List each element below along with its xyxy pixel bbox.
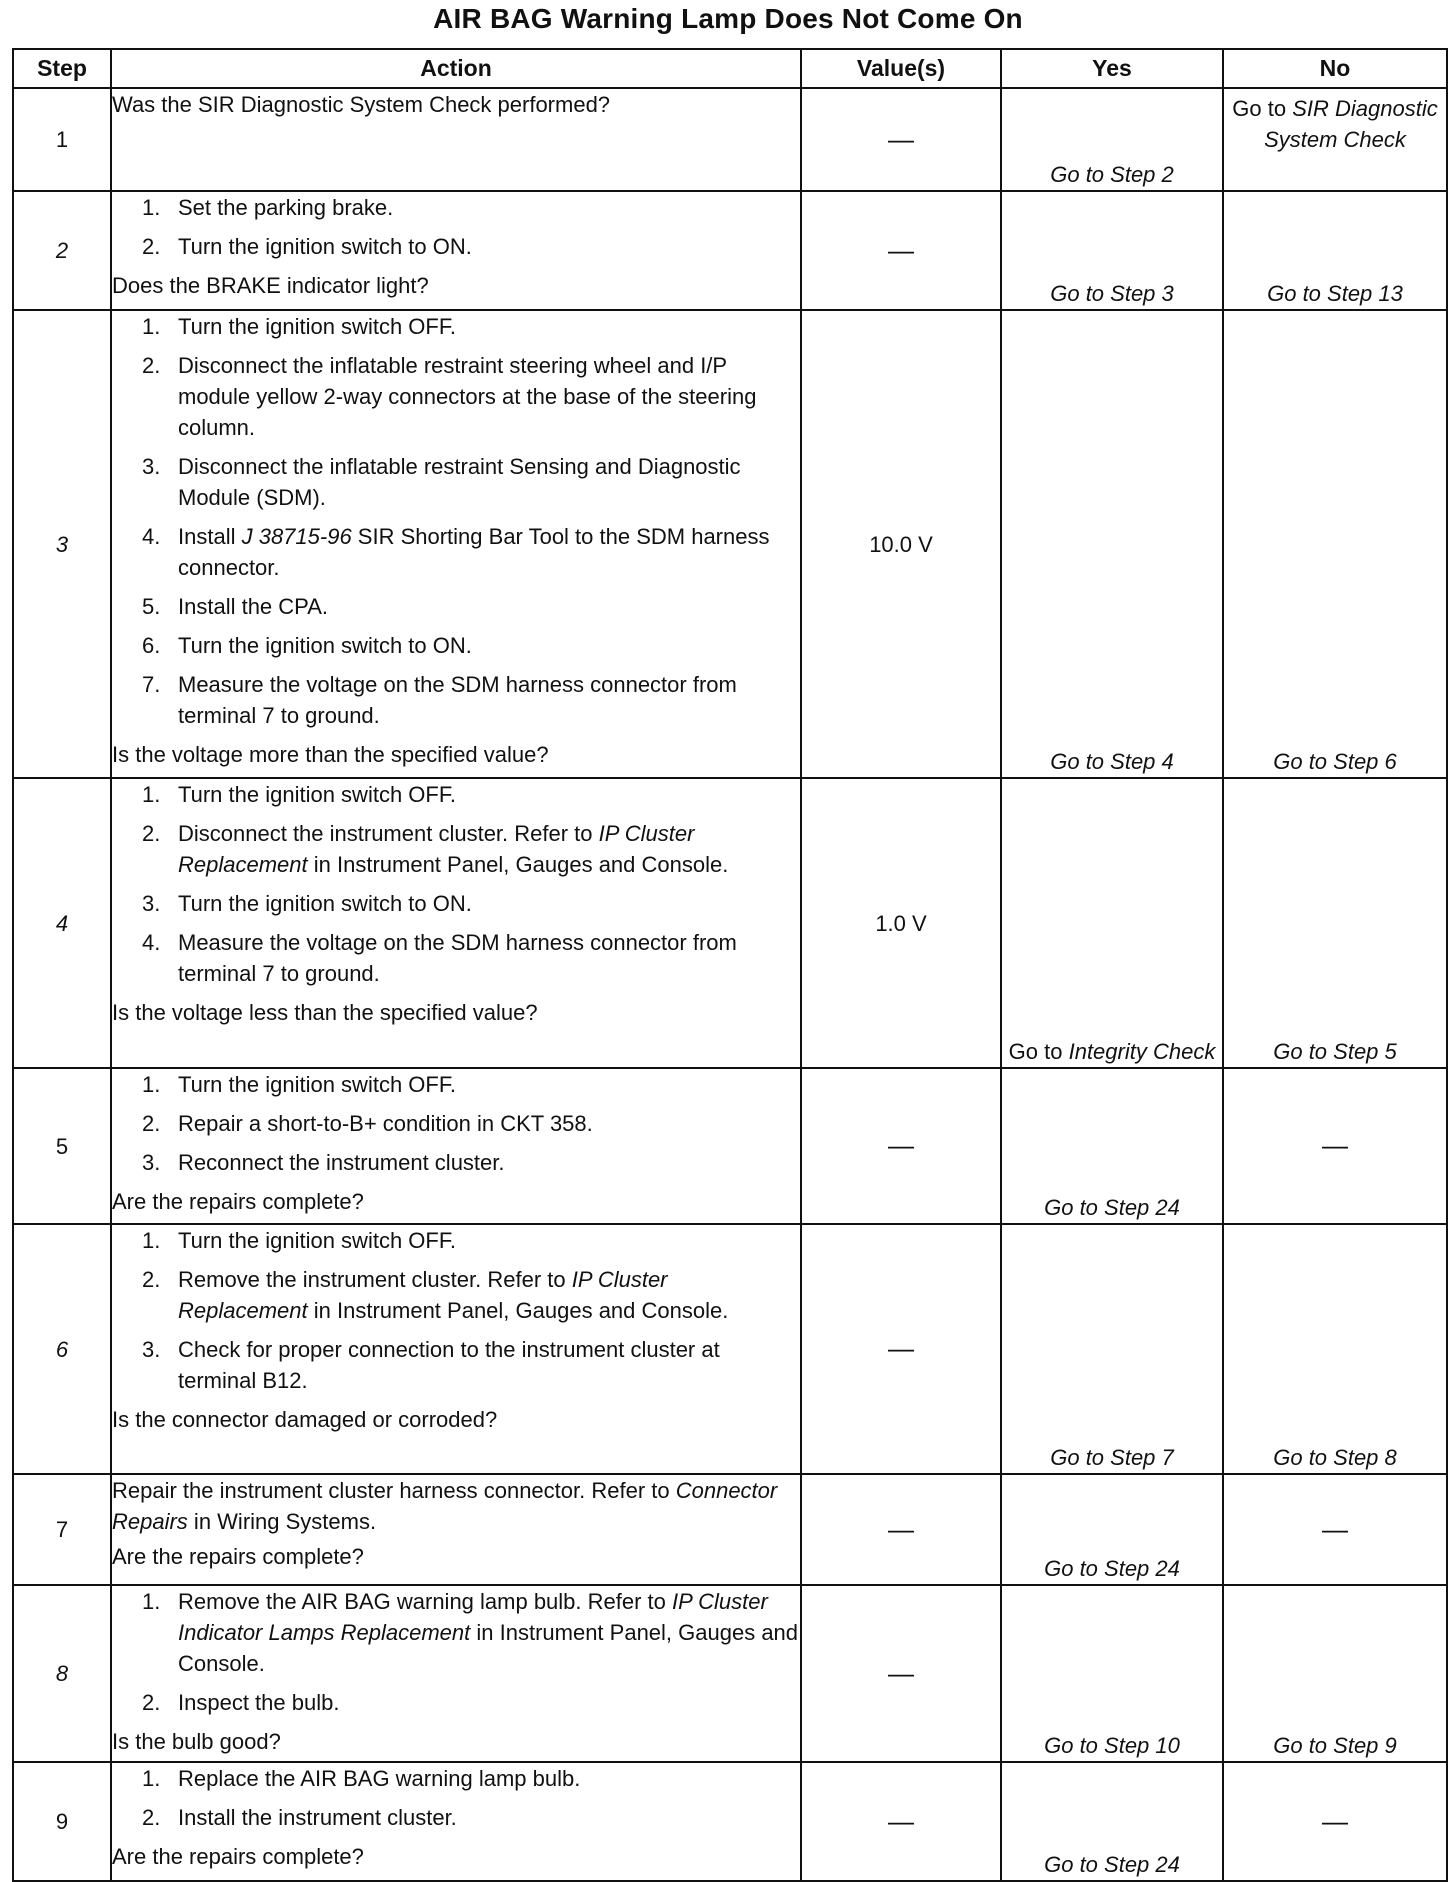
list-item: 1. Set the parking brake. bbox=[142, 195, 394, 220]
no-cell: Go to Step 13 bbox=[1223, 191, 1447, 310]
no-cell: — bbox=[1223, 1474, 1447, 1585]
list-item: 2. Disconnect the inflatable restraint steering wheel and I/P module yellow 2-way connectors at the base of the steering column. bbox=[142, 353, 757, 440]
table-row bbox=[13, 310, 1447, 778]
step-number: 3 bbox=[13, 310, 111, 778]
list-item: 2. Repair a short-to-B+ condition in CKT 358. bbox=[142, 1111, 593, 1136]
table-row bbox=[13, 1762, 1447, 1881]
no-cell: Go to Step 8 bbox=[1223, 1224, 1447, 1474]
yes-cell: Go to Step 4 bbox=[1001, 310, 1223, 778]
value-cell: — bbox=[801, 88, 1001, 191]
list-item: 1. Turn the ignition switch OFF. bbox=[142, 1228, 456, 1253]
action-question: Are the repairs complete? bbox=[112, 1844, 364, 1869]
step-number: 5 bbox=[13, 1068, 111, 1224]
no-cell: Go to Step 5 bbox=[1223, 778, 1447, 1068]
action-cell bbox=[111, 191, 801, 310]
list-item: 3. Disconnect the inflatable restraint Sensing and Diagnostic Module (SDM). bbox=[142, 454, 741, 510]
action-question: Are the repairs complete? bbox=[112, 1189, 364, 1214]
no-cell: Go to Step 6 bbox=[1223, 310, 1447, 778]
action-cell bbox=[111, 1762, 801, 1881]
value-cell: — bbox=[801, 1068, 1001, 1224]
step-number: 6 bbox=[13, 1224, 111, 1474]
action-question: Is the connector damaged or corroded? bbox=[112, 1407, 498, 1432]
list-item: 1. Replace the AIR BAG warning lamp bulb. bbox=[142, 1766, 581, 1791]
action-text: Was the SIR Diagnostic System Check performed? bbox=[112, 92, 611, 117]
list-item: 1. Turn the ignition switch OFF. bbox=[142, 782, 456, 807]
value-cell: — bbox=[801, 1474, 1001, 1585]
header-values: Value(s) bbox=[801, 49, 1001, 88]
action-cell bbox=[111, 88, 801, 191]
no-cell: — bbox=[1223, 1762, 1447, 1881]
header-step: Step bbox=[13, 49, 111, 88]
list-item: 6. Turn the ignition switch to ON. bbox=[142, 633, 472, 658]
list-item: 2. Remove the instrument cluster. Refer to IP Cluster Replacement in Instrument Panel, Gauges and Console. bbox=[142, 1267, 729, 1323]
table-row bbox=[13, 88, 1447, 191]
step-number: 4 bbox=[13, 778, 111, 1068]
action-text: Repair the instrument cluster harness connector. Refer to Connector Repairs in Wiring Systems. bbox=[112, 1478, 778, 1534]
no-cell: Go to Step 9 bbox=[1223, 1585, 1447, 1762]
list-item: 1. Remove the AIR BAG warning lamp bulb. Refer to IP Cluster Indicator Lamps Replacement in Instrument Panel, Gauges and Console. bbox=[142, 1589, 799, 1676]
list-item: 7. Measure the voltage on the SDM harness connector from terminal 7 to ground. bbox=[142, 672, 737, 728]
action-question: Is the voltage less than the specified value? bbox=[112, 1000, 538, 1025]
step-number: 1 bbox=[13, 88, 111, 191]
value-cell: — bbox=[801, 1224, 1001, 1474]
table-row bbox=[13, 1068, 1447, 1224]
no-cell: — bbox=[1223, 1068, 1447, 1224]
header-row bbox=[13, 49, 1447, 88]
action-cell bbox=[111, 1474, 801, 1585]
action-cell bbox=[111, 310, 801, 778]
page-title: AIR BAG Warning Lamp Does Not Come On bbox=[433, 3, 1023, 34]
list-item: 5. Install the CPA. bbox=[142, 594, 328, 619]
list-item: 2. Turn the ignition switch to ON. bbox=[142, 234, 472, 259]
table-row bbox=[13, 191, 1447, 310]
yes-link-text: Integrity Check bbox=[1068, 1039, 1216, 1064]
step-number: 9 bbox=[13, 1762, 111, 1881]
no-link-text: SIR Diagnostic System Check bbox=[1264, 96, 1438, 152]
value-cell: — bbox=[801, 191, 1001, 310]
value-cell: — bbox=[801, 1762, 1001, 1881]
table-row bbox=[13, 778, 1447, 1068]
action-question: Are the repairs complete? bbox=[112, 1544, 364, 1569]
value-cell: — bbox=[801, 1585, 1001, 1762]
action-cell bbox=[111, 1068, 801, 1224]
yes-cell: Go to Step 24 bbox=[1001, 1762, 1223, 1881]
table-row bbox=[13, 1224, 1447, 1474]
list-item: 2. Disconnect the instrument cluster. Refer to IP Cluster Replacement in Instrument Panel, Gauges and Console. bbox=[142, 821, 729, 877]
action-question: Is the bulb good? bbox=[112, 1729, 281, 1754]
list-item: 1. Turn the ignition switch OFF. bbox=[142, 1072, 456, 1097]
diagnostic-table bbox=[12, 48, 1448, 1882]
step-number: 2 bbox=[13, 191, 111, 310]
step-number: 8 bbox=[13, 1585, 111, 1762]
list-item: 3. Reconnect the instrument cluster. bbox=[142, 1150, 505, 1175]
yes-cell: Go to Step 2 bbox=[1001, 88, 1223, 191]
header-yes: Yes bbox=[1001, 49, 1223, 88]
list-item: 3. Turn the ignition switch to ON. bbox=[142, 891, 472, 916]
yes-cell: Go to Step 7 bbox=[1001, 1224, 1223, 1474]
action-question: Is the voltage more than the specified value? bbox=[112, 742, 549, 767]
yes-cell: Go to Integrity Check bbox=[1001, 778, 1223, 1068]
list-item: 3. Check for proper connection to the instrument cluster at terminal B12. bbox=[142, 1337, 720, 1393]
yes-cell: Go to Step 10 bbox=[1001, 1585, 1223, 1762]
header-action: Action bbox=[111, 49, 801, 88]
action-cell bbox=[111, 778, 801, 1068]
yes-cell: Go to Step 24 bbox=[1001, 1474, 1223, 1585]
table-row bbox=[13, 1585, 1447, 1762]
list-item: 4. Measure the voltage on the SDM harness connector from terminal 7 to ground. bbox=[142, 930, 737, 986]
yes-cell: Go to Step 24 bbox=[1001, 1068, 1223, 1224]
action-question: Does the BRAKE indicator light? bbox=[112, 273, 429, 298]
yes-cell: Go to Step 3 bbox=[1001, 191, 1223, 310]
table-row bbox=[13, 1474, 1447, 1585]
no-cell: Go to SIR Diagnostic System Check bbox=[1223, 88, 1447, 191]
action-cell bbox=[111, 1224, 801, 1474]
list-item: 2. Inspect the bulb. bbox=[142, 1690, 340, 1715]
list-item: 2. Install the instrument cluster. bbox=[142, 1805, 457, 1830]
header-no: No bbox=[1223, 49, 1447, 88]
value-cell: 1.0 V bbox=[801, 778, 1001, 1068]
action-cell bbox=[111, 1585, 801, 1762]
list-item: 4. Install J 38715-96 SIR Shorting Bar Tool to the SDM harness connector. bbox=[142, 524, 770, 580]
value-cell: 10.0 V bbox=[801, 310, 1001, 778]
step-number: 7 bbox=[13, 1474, 111, 1585]
list-item: 1. Turn the ignition switch OFF. bbox=[142, 314, 456, 339]
